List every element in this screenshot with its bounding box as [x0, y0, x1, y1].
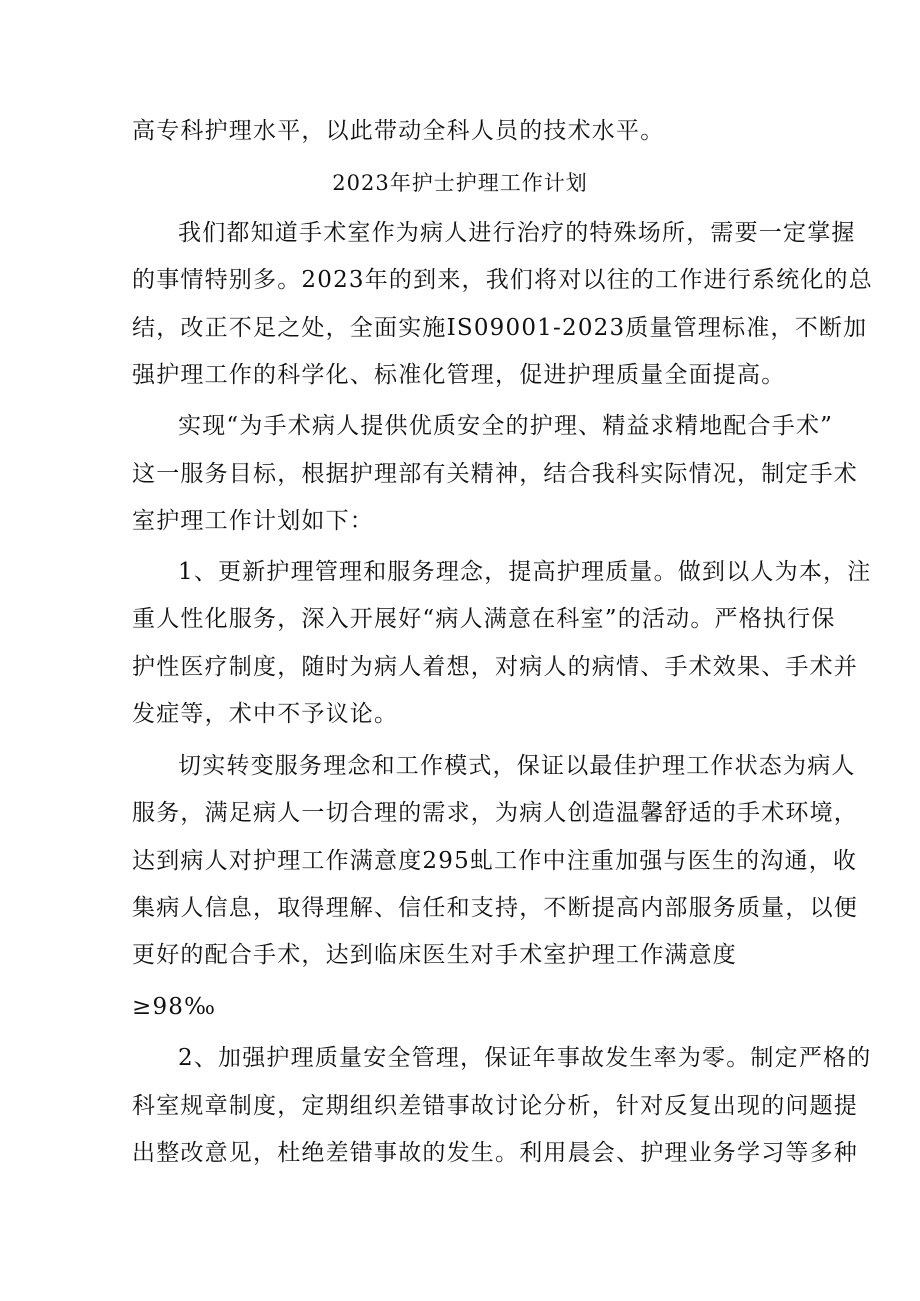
paragraph-3-line-1: 1、更新护理管理和服务理念，提高护理质量。做到以人为本，注: [178, 559, 872, 585]
paragraph-1-line-3: 结，改正不足之处，全面实施IS09001-2023质量管理标准，不断加: [132, 315, 868, 341]
paragraph-4-line-1: 切实转变服务理念和工作模式，保证以最佳护理工作状态为病人: [178, 753, 856, 779]
paragraph-1-line-1: 我们都知道手术室作为病人进行治疗的特殊场所，需要一定掌握: [178, 220, 856, 246]
paragraph-1-line-2: 的事情特别多。2023年的到来，我们将对以往的工作进行系统化的总: [132, 267, 873, 293]
paragraph-1-line-4: 强护理工作的科学化、标准化管理，促进护理质量全面提高。: [132, 362, 786, 388]
paragraph-4-line-3: 达到病人对护理工作满意度295虬工作中注重加强与医生的沟通，收: [132, 848, 858, 874]
paragraph-3-line-2: 重人性化服务，深入开展好“病人满意在科室”的活动。严格执行保: [132, 606, 836, 632]
paragraph-4-line-5: 更好的配合手术，达到临床医生对手术室护理工作满意度: [132, 942, 737, 968]
paragraph-4-line-4: 集病人信息，取得理解、信任和支持，不断提高内部服务质量，以便: [132, 895, 858, 921]
document-title: 2023年护士护理工作计划: [332, 171, 588, 195]
paragraph-6-line-3: 出整改意见，杜绝差错事故的发生。利用晨会、护理业务学习等多种: [132, 1140, 858, 1166]
paragraph-2-line-1: 实现“为手术病人提供优质安全的护理、精益求精地配合手术”: [178, 413, 834, 439]
paragraph-5-line-1: ≥98‰: [132, 994, 217, 1020]
paragraph-6-line-2: 科室规章制度，定期组织差错事故讨论分析，针对反复出现的问题提: [132, 1093, 858, 1119]
paragraph-3-line-3: 护性医疗制度，随时为病人着想，对病人的病情、手术效果、手术并: [132, 654, 858, 680]
paragraph-3-line-4: 发症等，术中不予议论。: [132, 701, 399, 727]
continuation-line: 高专科护理水平，以此带动全科人员的技术水平。: [132, 118, 665, 144]
paragraph-6-line-1: 2、加强护理质量安全管理，保证年事故发生率为零。制定严格的: [178, 1045, 872, 1071]
paragraph-2-line-2: 这一服务目标，根据护理部有关精神，结合我科实际情况，制定手术: [132, 461, 858, 487]
paragraph-4-line-2: 服务，满足病人一切合理的需求，为病人创造温馨舒适的手术环境，: [132, 800, 858, 826]
paragraph-2-line-3: 室护理工作计划如下：: [132, 508, 374, 534]
